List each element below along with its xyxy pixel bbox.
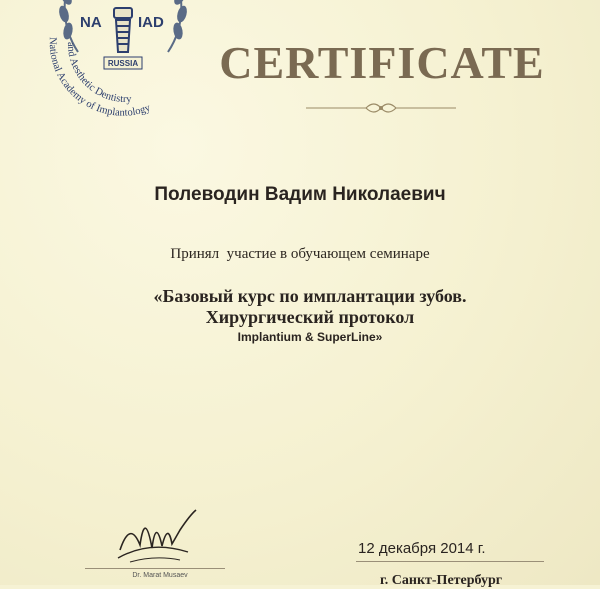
implant-icon xyxy=(114,8,132,52)
seal-country-text: RUSSIA xyxy=(107,59,139,68)
participation-text: Принял участие в обучающем семинаре xyxy=(170,246,430,262)
issue-city: г. Санкт-Петербург xyxy=(380,573,503,588)
issue-date: 12 декабря 2014 г. xyxy=(358,540,486,557)
seal-arc-text-1: National Academy of Implantology xyxy=(46,36,153,119)
date-underline xyxy=(356,561,544,562)
recipient-name: Полеводин Вадим Николаевич xyxy=(154,184,446,205)
course-title xyxy=(0,286,600,328)
seal-arc-text-2: and Aesthetic Dentistry xyxy=(64,41,132,106)
signature-image xyxy=(110,500,200,570)
ornament-divider-icon xyxy=(306,100,456,116)
seal-iad-text: IAD xyxy=(138,14,164,31)
course-title-line-2: Хирургический протокол xyxy=(205,307,415,327)
signer-name: Dr. Marat Musaev xyxy=(132,572,188,579)
seal-na-text: NA xyxy=(80,14,102,31)
certificate-title: CERTIFICATE xyxy=(219,37,545,88)
course-title-line-1: «Базовый курс по имплантации зубов. xyxy=(153,286,467,306)
course-subtitle: Implantium & SuperLine» xyxy=(237,330,383,344)
signature-line xyxy=(85,568,225,569)
naiad-seal-logo xyxy=(28,0,218,132)
